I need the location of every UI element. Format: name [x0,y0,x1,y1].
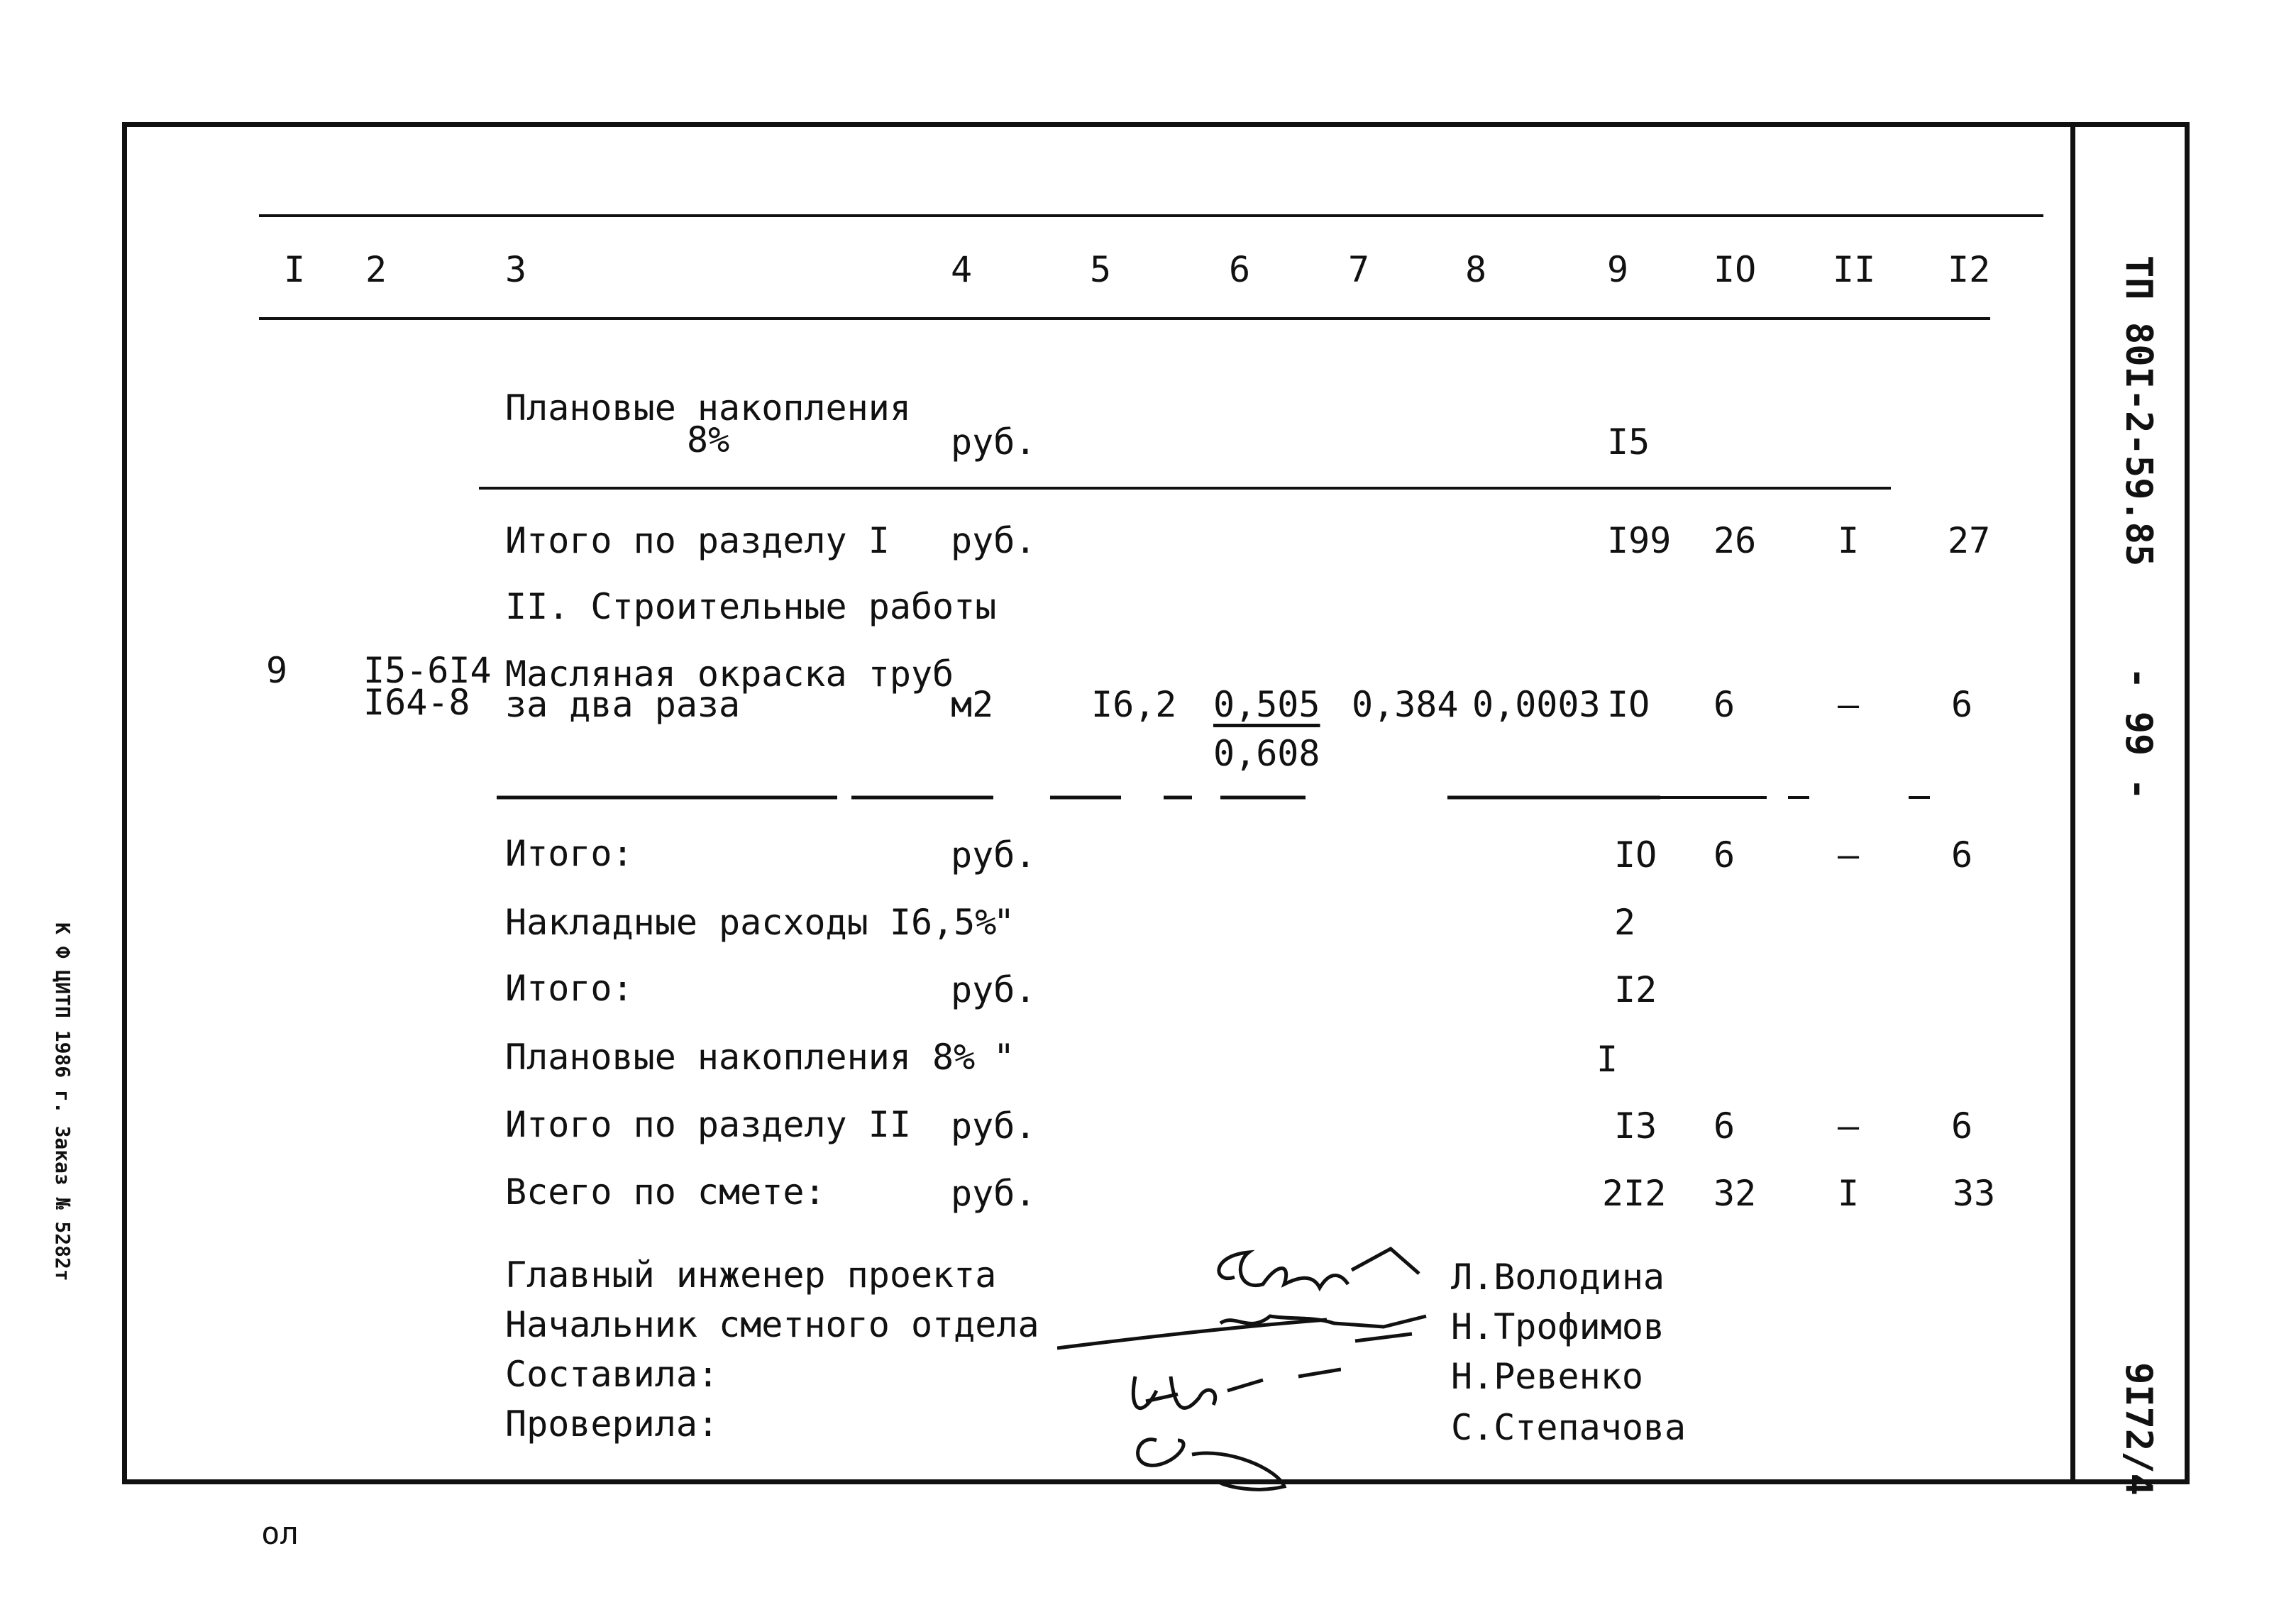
row-col7: 0,384 [1352,684,1459,725]
handwritten-signature-3 [1114,1362,1341,1497]
col-header-2: 2 [365,249,387,290]
row-col11: – [1838,834,1860,876]
row-name: Накладные расходы I6,5% [505,902,997,943]
col-header-9: 9 [1607,249,1629,290]
signature-role: Проверила: [505,1403,719,1445]
row-col11: I [1838,1173,1860,1214]
row-col12: 6 [1951,834,1973,876]
col-header-1: I [284,249,306,290]
col-header-11: II [1833,249,1876,290]
row-col5: I6,2 [1091,684,1177,725]
signature-person: Н.Трофимов [1451,1306,1665,1347]
dashed-rule [497,793,1951,802]
row-col10: 32 [1713,1173,1757,1214]
row-col6-bottom: 0,608 [1213,733,1320,774]
row-name: Итого по разделу I [505,520,890,561]
row-code-2: I64-8 [363,682,470,723]
row-unit: руб. [951,969,1037,1010]
col-header-10: IO [1713,249,1757,290]
row-unit: руб. [951,520,1037,561]
header-bottom-rule [259,317,1990,320]
row-col9: I2 [1614,969,1657,1010]
signature-role: Начальник сметного отдела [505,1304,1039,1345]
header-top-rule [259,214,2043,217]
row-col10: 6 [1713,1105,1735,1147]
page-number: - 99 - [2117,667,2160,800]
row-col10: 26 [1713,520,1757,561]
signature-person: Н.Ревенко [1451,1356,1643,1397]
row-unit: руб. [951,834,1037,876]
row-col11: – [1838,684,1860,725]
row-unit: руб. [951,1173,1037,1214]
row-col6-top: 0,505 [1213,684,1320,725]
doc-code: ТП 80I-2-59.85 [2117,255,2160,567]
signature-person: С.Степачова [1451,1407,1687,1448]
row-col12: 33 [1953,1173,1996,1214]
row-col8: 0,0003 [1472,684,1601,725]
row-name-1: Масляная окраска труб [505,653,954,695]
row-col12: 6 [1951,1105,1973,1147]
row-name: Итого: [505,833,634,874]
row-code-1: I5-6I4 [363,650,492,691]
col-header-5: 5 [1090,249,1112,290]
row-number: 9 [266,650,288,691]
row-col11: – [1838,1105,1860,1147]
row-ditto: " [993,902,1015,943]
section-rule [479,487,1891,490]
signature-person: Л.Володина [1451,1257,1665,1298]
col-header-8: 8 [1465,249,1487,290]
row-col12: 27 [1948,520,1991,561]
signature-role: Главный инженер проекта [505,1254,997,1296]
row-name: Плановые накопления [505,387,911,429]
page-frame [122,122,2190,1484]
row-name: Итого: [505,968,634,1009]
col-header-7: 7 [1348,249,1370,290]
row-col10: 6 [1713,684,1735,725]
col-header-6: 6 [1229,249,1251,290]
footer-mark: ол [261,1516,299,1552]
row-col9: I5 [1607,421,1650,463]
col-header-3: 3 [505,249,527,290]
row-unit: руб. [951,1105,1037,1147]
side-strip-divider [2070,122,2075,1484]
section-title: II. Строительные работы [505,586,997,627]
row-col9: I3 [1614,1105,1657,1147]
row-ditto: " [993,1037,1015,1078]
row-name-2: за два раза [505,684,741,725]
row-col11: I [1838,520,1860,561]
row-unit: руб. [951,421,1037,463]
col-header-12: I2 [1948,249,1991,290]
row-col9: IO [1614,834,1657,876]
left-stamp: К Ф ЦИТП 1986 г. Заказ № 5282т [51,922,74,1281]
row-name: Плановые накопления 8% [505,1037,976,1078]
row-col9: I [1596,1039,1618,1080]
row-col9: 2 [1614,902,1636,943]
row-name: Всего по смете: [505,1171,826,1213]
row-rate: 8% [687,419,730,460]
row-col9: I99 [1607,520,1672,561]
row-name: Итого по разделу II [505,1104,911,1145]
col-header-4: 4 [951,249,973,290]
row-col12: 6 [1951,684,1973,725]
order-number: 9I72/4 [2117,1362,2160,1496]
row-col9: IO [1607,684,1650,725]
handwritten-signature-2 [1057,1298,1455,1362]
signature-role: Составила: [505,1354,719,1395]
row-col9: 2I2 [1602,1173,1667,1214]
row-unit: м2 [951,684,994,725]
row-col10: 6 [1713,834,1735,876]
